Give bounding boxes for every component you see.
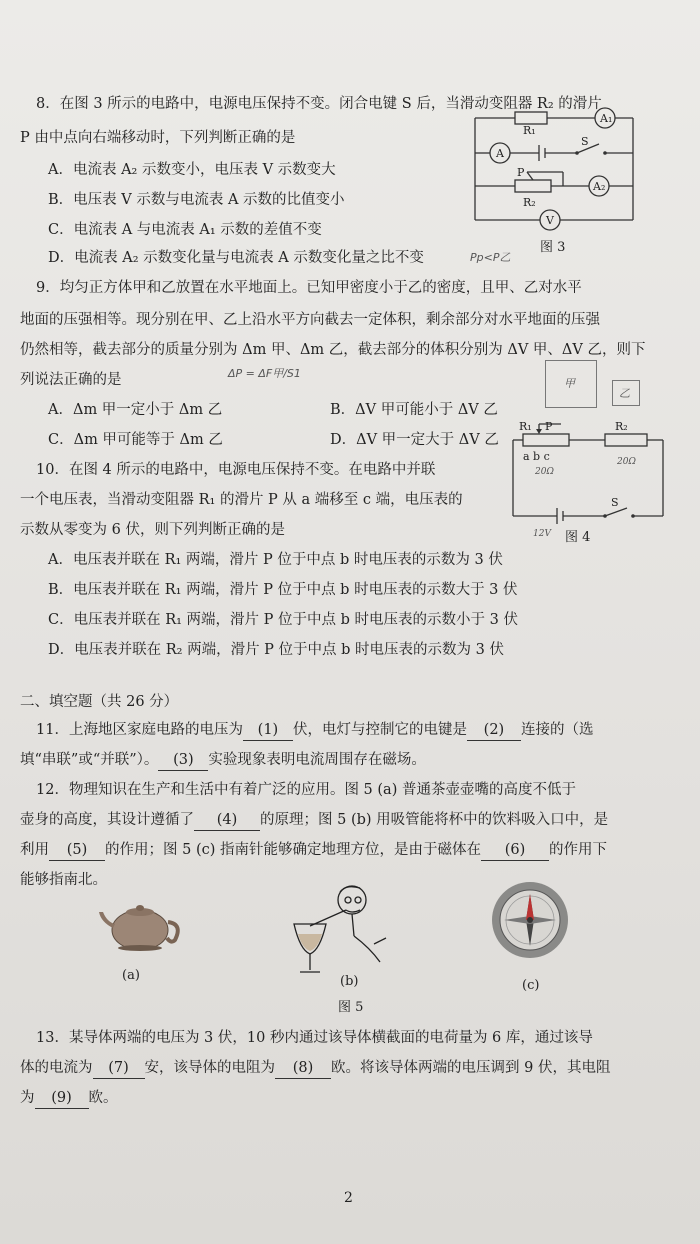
q9-option-b: B．ΔV 甲可能小于 ΔV 乙 bbox=[330, 402, 498, 418]
fig4-label-s: S bbox=[611, 496, 619, 509]
fig4-label-r1: R₁ bbox=[519, 420, 532, 433]
fig4-label-r2: R₂ bbox=[615, 420, 628, 433]
q8-option-d: D．电流表 A₂ 示数变化量与电流表 A 示数变化量之比不变 bbox=[48, 250, 424, 266]
fig4-label-abc: a b c bbox=[523, 450, 550, 463]
fig4-label-p: P bbox=[545, 420, 553, 433]
fig3-label-s: S bbox=[581, 135, 589, 148]
q13-line2 bbox=[20, 1058, 610, 1079]
q13-line3 bbox=[20, 1088, 118, 1109]
fig3-label-p: P bbox=[517, 166, 525, 179]
q9-stem-line1: 9．均匀正方体甲和乙放置在水平地面上。已知甲密度小于乙的密度，且甲、乙对水平 bbox=[36, 280, 582, 296]
answer-blank-4[interactable]: (4) bbox=[194, 810, 260, 831]
q9-stem-line4: 列说法正确的是 bbox=[20, 372, 122, 388]
q11-text-d: 填“串联”或“并联”）。 bbox=[20, 752, 159, 768]
teapot-illustration bbox=[95, 888, 185, 956]
fig3-label-r1: R₁ bbox=[523, 124, 536, 137]
sketch-cube-jia bbox=[545, 360, 597, 408]
q12-text-c: 的原理；图 5 (b) 用吸管能将杯中的饮料吸入口中，是 bbox=[260, 812, 609, 828]
page-number: 2 bbox=[344, 1190, 353, 1206]
figure-5c-caption: (c) bbox=[522, 978, 540, 993]
q10-option-a: A．电压表并联在 R₁ 两端，滑片 P 位于中点 b 时电压表的示数为 3 伏 bbox=[48, 552, 503, 568]
answer-blank-1[interactable]: (1) bbox=[243, 720, 293, 741]
sketch-cube-yi bbox=[612, 380, 640, 406]
q9-option-c: C．Δm 甲可能等于 Δm 乙 bbox=[48, 432, 223, 448]
figure-3-caption: 图 3 bbox=[540, 240, 566, 255]
q10-stem-line2: 一个电压表，当滑动变阻器 R₁ 的滑片 P 从 a 端移至 c 端，电压表的 bbox=[20, 492, 463, 508]
answer-blank-2[interactable]: (2) bbox=[467, 720, 521, 741]
q13-line1: 13．某导体两端的电压为 3 伏，10 秒内通过该导体横截面的电荷量为 6 库，通过该导 bbox=[36, 1030, 593, 1046]
q12-text-d: 利用 bbox=[20, 842, 49, 858]
answer-blank-3[interactable]: (3) bbox=[158, 750, 208, 771]
q10-option-c: C．电压表并联在 R₁ 两端，滑片 P 位于中点 b 时电压表的示数小于 3 伏 bbox=[48, 612, 518, 628]
fig4-hand-r2-value: 20Ω bbox=[617, 457, 636, 467]
q13-text-f: 欧。 bbox=[88, 1090, 118, 1106]
q12-text-b: 壶身的高度，其设计遵循了 bbox=[20, 812, 194, 828]
q10-option-b: B．电压表并联在 R₁ 两端，滑片 P 位于中点 b 时电压表的示数大于 3 伏 bbox=[48, 582, 518, 598]
fig4-hand-r1-value: 20Ω bbox=[535, 467, 554, 477]
fig3-label-a1: A₁ bbox=[600, 112, 613, 125]
q8-option-b: B．电压表 V 示数与电流表 A 示数的比值变小 bbox=[48, 192, 345, 208]
q13-text-e: 为 bbox=[20, 1090, 35, 1106]
figure-5a-caption: (a) bbox=[122, 968, 140, 983]
q12-line4: 能够指南北。 bbox=[20, 872, 107, 888]
q12-line3 bbox=[20, 840, 607, 861]
fig4-hand-voltage: 12V bbox=[533, 529, 551, 538]
q12-line2 bbox=[20, 810, 608, 831]
answer-blank-5[interactable]: (5) bbox=[49, 840, 105, 861]
q13-text-b: 体的电流为 bbox=[20, 1060, 93, 1076]
straw-drinking-illustration bbox=[290, 878, 410, 978]
fig3-label-v: V bbox=[546, 214, 554, 227]
q11-text-c: 连接的（选 bbox=[520, 722, 594, 738]
q10-stem-line1: 10．在图 4 所示的电路中，电源电压保持不变。在电路中并联 bbox=[36, 462, 436, 478]
sketch-yi-label: 乙 bbox=[619, 387, 630, 400]
q12-text-e: 的作用；图 5 (c) 指南针能够确定地理方位，是由于磁体在 bbox=[105, 842, 481, 858]
q12-text-f: 的作用下 bbox=[549, 842, 607, 858]
q8-option-a: A．电流表 A₂ 示数变小，电压表 V 示数变大 bbox=[48, 162, 336, 178]
answer-blank-9[interactable]: (9) bbox=[35, 1088, 89, 1109]
section-2-title: 二、填空题（共 26 分） bbox=[20, 694, 179, 710]
fig3-label-a2: A₂ bbox=[593, 180, 606, 193]
figure-5-caption: 图 5 bbox=[338, 1000, 364, 1015]
answer-blank-8[interactable]: (8) bbox=[275, 1058, 331, 1079]
q9-handwritten-formula: ΔP = ΔF甲/S1 bbox=[228, 367, 301, 380]
q11-text-e: 实验现象表明电流周围存在磁场。 bbox=[208, 752, 426, 768]
answer-blank-7[interactable]: (7) bbox=[93, 1058, 145, 1079]
q12-line1: 12．物理知识在生产和生活中有着广泛的应用。图 5 (a) 普通茶壶壶嘴的高度不低于 bbox=[36, 782, 576, 798]
fig3-label-a: A bbox=[496, 147, 504, 160]
q9-stem-line2: 地面的压强相等。现分别在甲、乙上沿水平方向截去一定体积，剩余部分对水平地面的压强 bbox=[20, 312, 600, 328]
q9-option-a: A．Δm 甲一定小于 Δm 乙 bbox=[48, 402, 223, 418]
answer-blank-6[interactable]: (6) bbox=[481, 840, 549, 861]
q11-text-a: 11．上海地区家庭电路的电压为 bbox=[36, 722, 243, 738]
q11-line1 bbox=[36, 720, 593, 741]
q11-line2 bbox=[20, 750, 426, 771]
figure-4-circuit bbox=[505, 418, 675, 538]
q8-handwritten-note: Pp<P乙 bbox=[470, 251, 511, 264]
q11-text-b: 伏，电灯与控制它的电键是 bbox=[292, 722, 467, 738]
figure-4-caption: 图 4 bbox=[565, 530, 591, 545]
fig3-label-r2: R₂ bbox=[523, 196, 536, 209]
q8-stem-line2: P 由中点向右端移动时，下列判断正确的是 bbox=[20, 130, 296, 146]
figure-3-circuit bbox=[465, 98, 645, 258]
q13-text-d: 欧。将该导体两端的电压调到 9 伏，其电阻 bbox=[331, 1060, 611, 1076]
q13-text-c: 安，该导体的电阻为 bbox=[144, 1060, 275, 1076]
figure-5b-caption: (b) bbox=[340, 974, 359, 989]
q8-stem-line1: 8．在图 3 所示的电路中，电源电压保持不变。闭合电键 S 后，当滑动变阻器 R₂ 的滑片 bbox=[36, 96, 602, 112]
q9-option-d: D．ΔV 甲一定大于 ΔV 乙 bbox=[330, 432, 499, 448]
sketch-jia-label: 甲 bbox=[564, 377, 575, 390]
q10-option-d: D．电压表并联在 R₂ 两端，滑片 P 位于中点 b 时电压表的示数为 3 伏 bbox=[48, 642, 504, 658]
q8-option-c: C．电流表 A 与电流表 A₁ 示数的差值不变 bbox=[48, 222, 322, 238]
compass-illustration bbox=[490, 880, 570, 960]
q9-stem-line3: 仍然相等，截去部分的质量分别为 Δm 甲、Δm 乙，截去部分的体积分别为 ΔV 甲、ΔV 乙，则下 bbox=[20, 342, 646, 358]
q10-stem-line3: 示数从零变为 6 伏，则下列判断正确的是 bbox=[20, 522, 285, 538]
